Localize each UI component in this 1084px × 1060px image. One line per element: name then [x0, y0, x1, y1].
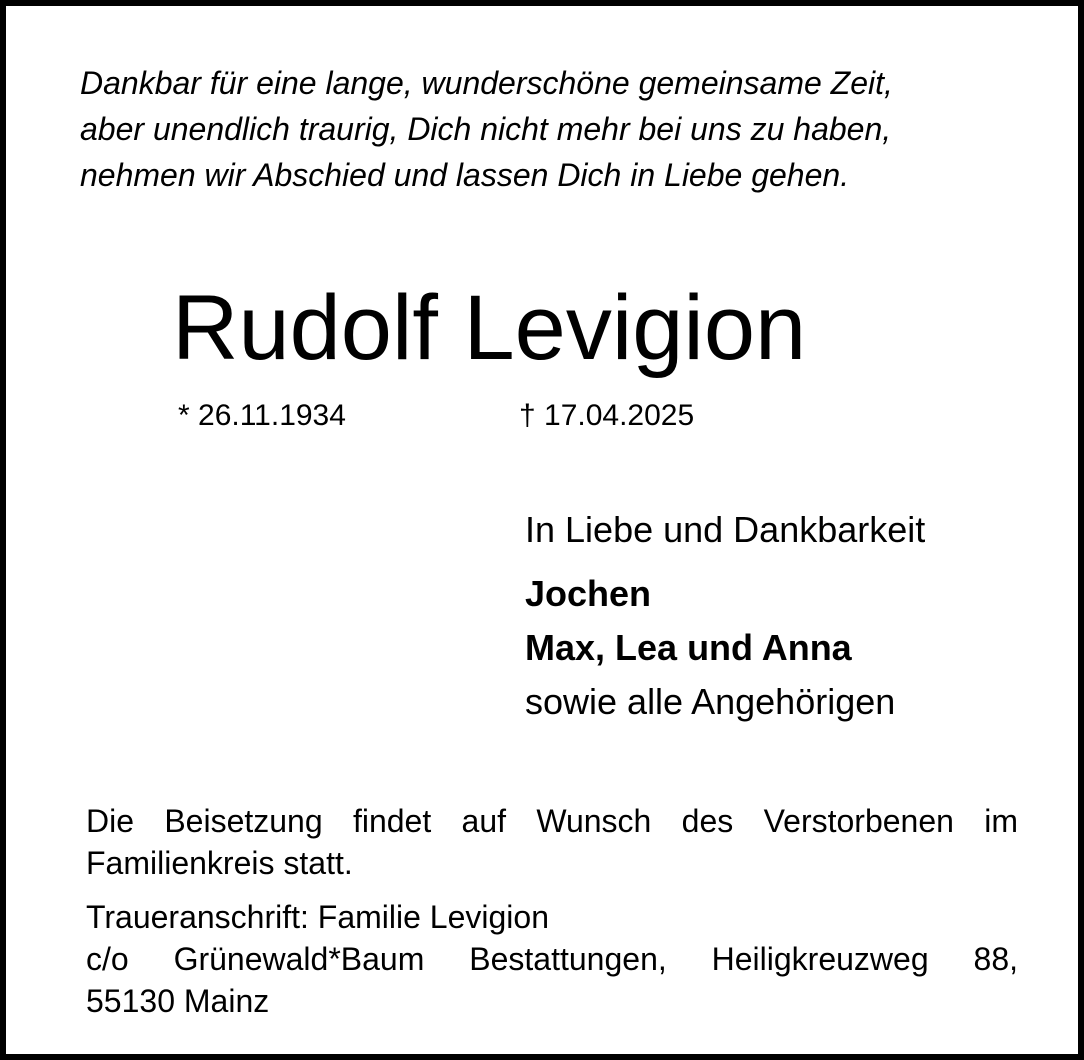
address-line: Traueranschrift: Familie Levigion: [86, 899, 549, 935]
address-line: c/o Grünewald*Baum Bestattungen, Heiligkreuzweg 88,: [86, 941, 1018, 977]
address-line: 55130 Mainz: [86, 983, 270, 1019]
mourner-name: Max, Lea und Anna: [525, 627, 852, 668]
notice-line: Familienkreis statt.: [86, 845, 353, 881]
memorial-poem: [80, 60, 1040, 198]
notice-line: Die Beisetzung findet auf Wunsch des Verstorbenen im: [86, 803, 1018, 839]
poem-line: aber unendlich traurig, Dich nicht mehr bei uns zu haben,: [80, 111, 892, 147]
mourner-name: Jochen: [525, 573, 652, 614]
poem-line: Dankbar für eine lange, wunderschöne gemeinsame Zeit,: [80, 65, 893, 101]
deceased-name: Rudolf Levigion: [172, 277, 807, 379]
relatives-line: sowie alle Angehörigen: [525, 681, 896, 722]
poem-line: nehmen wir Abschied und lassen Dich in Liebe gehen.: [80, 157, 850, 193]
signature-intro: In Liebe und Dankbarkeit: [525, 509, 926, 550]
death-date: † 17.04.2025: [519, 399, 695, 432]
condolence-address: [86, 896, 1018, 1022]
birth-date: * 26.11.1934: [178, 399, 346, 432]
funeral-notice: [86, 800, 1018, 884]
